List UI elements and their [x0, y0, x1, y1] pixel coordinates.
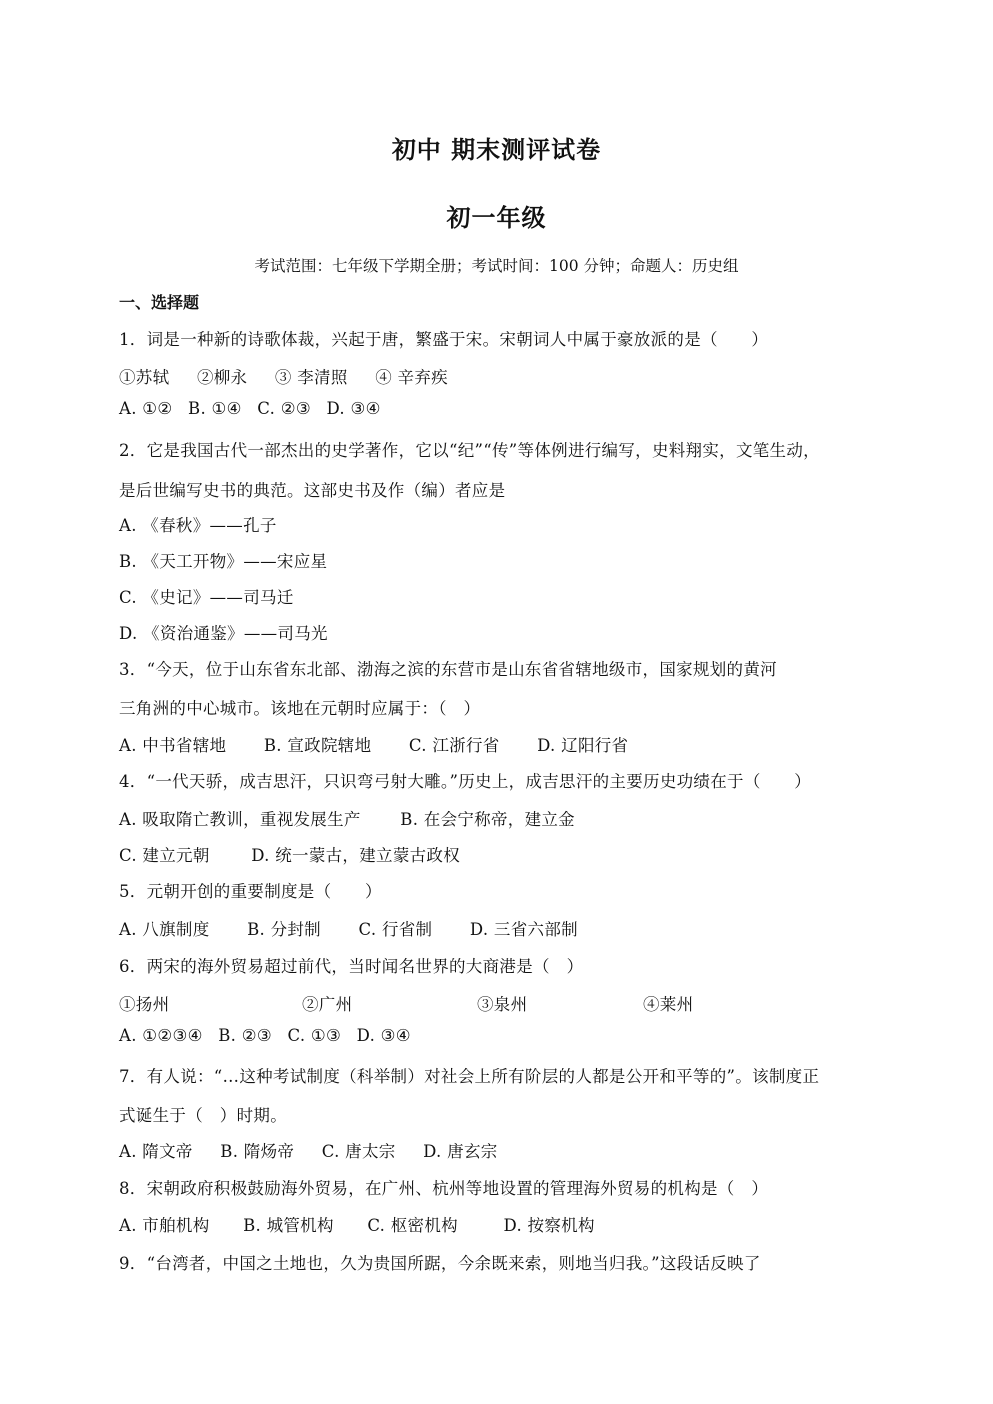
- q6-option-b: B. ②③: [218, 1026, 272, 1045]
- q8-option-a: A. 市舶机构: [119, 1216, 210, 1235]
- q1-item: ④ 辛弃疾: [375, 368, 448, 387]
- question-4-options-row1: [119, 806, 575, 830]
- question-4-stem: 4．“一代天骄，成吉思汗，只识弯弓射大雕。”历史上，成吉思汗的主要历史功绩在于（ ）: [119, 772, 812, 791]
- question-5-stem: 5．元朝开创的重要制度是（ ）: [119, 882, 382, 901]
- q1-item: ①苏轼: [119, 368, 170, 387]
- question-3-stem-line1: 3．“今天，位于山东省东北部、渤海之滨的东营市是山东省省辖地级市，国家规划的黄河: [119, 660, 777, 679]
- q1-option-b: B. ①④: [188, 399, 242, 418]
- q6-item-1: ①扬州: [119, 995, 170, 1014]
- grade-subtitle: 初一年级: [446, 204, 547, 232]
- question-5-options: [119, 916, 578, 940]
- q6-item-3: ③泉州: [477, 995, 528, 1014]
- q6-option-d: D. ③④: [356, 1026, 411, 1045]
- q6-option-a: A. ①②③④: [119, 1026, 203, 1045]
- q6-item-2: ②广州: [302, 995, 353, 1014]
- section-title: 一、选择题: [119, 293, 200, 312]
- q2-option-c: C. 《史记》——司马迁: [119, 588, 294, 607]
- question-2-stem-line1: 2．它是我国古代一部杰出的史学著作，它以“纪”“传”等体例进行编写，史料翔实，文笔生动，: [119, 441, 820, 460]
- question-6-options: [119, 1026, 411, 1045]
- q7-option-c: C. 唐太宗: [321, 1142, 396, 1161]
- q8-option-b: B. 城管机构: [243, 1216, 334, 1235]
- question-2-stem-line2: 是后世编写史书的典范。这部史书及作（编）者应是: [119, 481, 506, 500]
- q7-option-b: B. 隋炀帝: [220, 1142, 295, 1161]
- q5-option-a: A. 八旗制度: [119, 920, 210, 939]
- question-1-options: [119, 399, 381, 418]
- q3-option-c: C. 江浙行省: [408, 736, 500, 755]
- q4-option-d: D. 统一蒙古，建立蒙古政权: [251, 846, 461, 865]
- q1-option-d: D. ③④: [326, 399, 381, 418]
- question-6-stem: 6．两宋的海外贸易超过前代，当时闻名世界的大商港是（ ）: [119, 957, 584, 976]
- question-7-stem-line1: 7．有人说：“…这种考试制度（科举制）对社会上所有阶层的人都是公开和平等的”。该制度正: [119, 1067, 820, 1086]
- question-1-items: [119, 364, 448, 388]
- q2-option-d: D. 《资治通鉴》——司马光: [119, 624, 328, 643]
- q6-item-4: ④莱州: [643, 995, 694, 1014]
- exam-info: 考试范围：七年级下学期全册；考试时间：100 分钟；命题人：历史组: [254, 257, 739, 275]
- q5-option-c: C. 行省制: [358, 920, 433, 939]
- exam-title: 初中 期末测评试卷: [391, 136, 602, 164]
- q3-option-a: A. 中书省辖地: [119, 736, 227, 755]
- q1-item: ②柳永: [196, 368, 248, 387]
- q3-option-b: B. 宣政院辖地: [263, 736, 372, 755]
- question-7-stem-line2: 式诞生于（ ）时期。: [119, 1106, 287, 1125]
- question-8-options: [119, 1212, 595, 1236]
- question-7-options: [119, 1138, 498, 1162]
- q2-option-b: B. 《天工开物》——宋应星: [119, 552, 328, 571]
- q8-option-d: D. 按察机构: [503, 1216, 595, 1235]
- question-3-options: [119, 732, 628, 756]
- q3-option-d: D. 辽阳行省: [537, 736, 629, 755]
- q7-option-d: D. 唐玄宗: [423, 1142, 498, 1161]
- question-8-stem: 8．宋朝政府积极鼓励海外贸易，在广州、杭州等地设置的管理海外贸易的机构是（ ）: [119, 1179, 769, 1198]
- q4-option-b: B. 在会宁称帝，建立金: [400, 810, 575, 829]
- q4-option-a: A. 吸取隋亡教训，重视发展生产: [119, 810, 361, 829]
- q1-item: ③ 李清照: [274, 368, 348, 387]
- q6-option-c: C. ①③: [287, 1026, 342, 1045]
- q1-option-c: C. ②③: [257, 399, 311, 418]
- q7-option-a: A. 隋文帝: [119, 1142, 193, 1161]
- question-9-stem: 9．“台湾者，中国之土地也，久为贵国所踞，今余既来索，则地当归我。”这段话反映了: [119, 1254, 761, 1273]
- q8-option-c: C. 枢密机构: [367, 1216, 458, 1235]
- question-1-stem: 1．词是一种新的诗歌体裁，兴起于唐，繁盛于宋。宋朝词人中属于豪放派的是（ ）: [119, 330, 769, 349]
- question-4-options-row2: [119, 842, 460, 866]
- q1-option-a: A. ①②: [119, 399, 173, 418]
- q4-option-c: C. 建立元朝: [119, 846, 210, 865]
- question-3-stem-line2: 三角洲的中心城市。该地在元朝时应属于：（ ）: [119, 699, 481, 718]
- q2-option-a: A. 《春秋》——孔子: [119, 516, 277, 535]
- q5-option-d: D. 三省六部制: [469, 920, 578, 939]
- q5-option-b: B. 分封制: [247, 920, 321, 939]
